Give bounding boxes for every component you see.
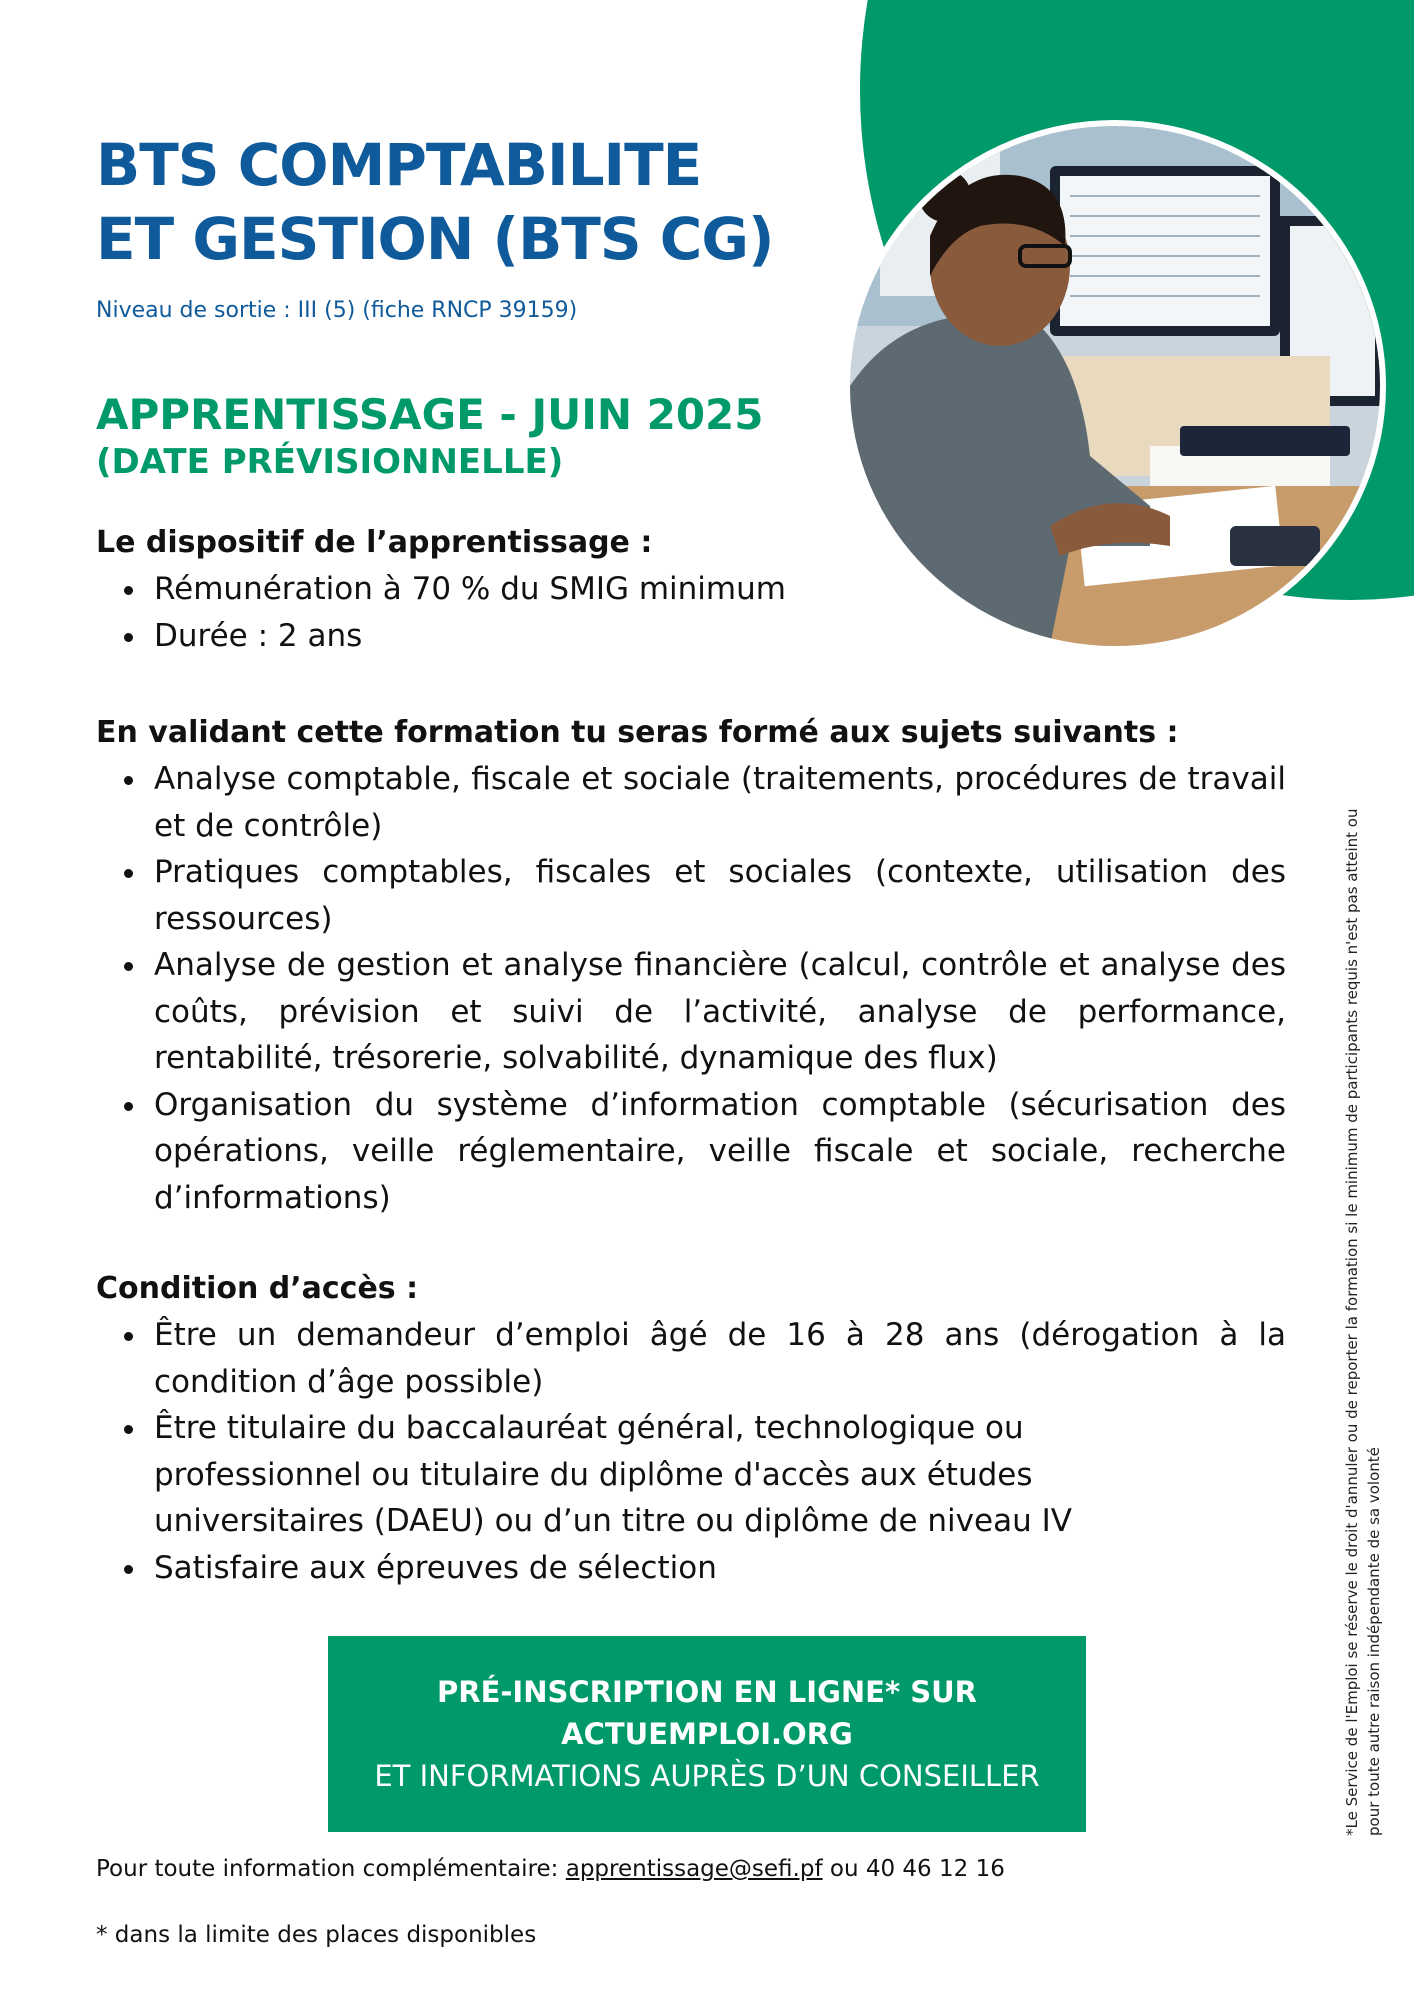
curriculum-list [96, 756, 1286, 1221]
places-footnote: * dans la limite des places disponibles [96, 1922, 537, 1948]
contact-info [96, 1856, 1005, 1882]
disclaimer-line-2: pour toute autre raison indépendante de sa volonté [1365, 1447, 1383, 1836]
side-disclaimer [1341, 636, 1385, 1836]
list-item: Être un demandeur d’emploi âgé de 16 à 28 ans (dérogation à la condition d’âge possible) [154, 1312, 1286, 1405]
apprenticeship-list [96, 566, 996, 659]
cta-line-1: PRÉ-INSCRIPTION EN LIGNE* SUR [437, 1675, 977, 1709]
cta-website[interactable]: ACTUEMPLOI.ORG [561, 1717, 853, 1751]
contact-email-link[interactable]: apprentissage@sefi.pf [565, 1856, 823, 1882]
curriculum-heading: En validant cette formation tu seras formé aux sujets suivants : [96, 715, 1179, 750]
mode-line-1: APPRENTISSAGE - JUIN 2025 [96, 390, 764, 439]
contact-phone: ou 40 46 12 16 [822, 1856, 1005, 1882]
disclaimer-line-1: *Le Service de l'Emploi se réserve le droit d'annuler ou de reporter la formation si le minimum de participants requis n'est pas atteint ou [1343, 808, 1361, 1836]
mode-line-2: (DATE PRÉVISIONNELLE) [96, 442, 564, 482]
access-section [96, 1266, 1286, 1591]
contact-prefix: Pour toute information complémentaire: [96, 1856, 566, 1882]
apprenticeship-heading: Le dispositif de l’apprentissage : [96, 525, 653, 560]
access-list [96, 1312, 1286, 1591]
pre-registration-banner[interactable] [328, 1636, 1086, 1832]
title-line-1: BTS COMPTABILITE [96, 131, 702, 199]
page-title [96, 128, 773, 276]
list-item: Durée : 2 ans [154, 613, 996, 660]
exit-level: Niveau de sortie : III (5) (fiche RNCP 39159) [96, 298, 578, 323]
title-line-2: ET GESTION (BTS CG) [96, 205, 774, 273]
apprenticeship-section [96, 520, 996, 659]
list-item: Satisfaire aux épreuves de sélection [154, 1545, 1286, 1592]
list-item: Analyse comptable, fiscale et sociale (traitements, procédures de travail et de contrôle) [154, 756, 1286, 849]
curriculum-section [96, 710, 1286, 1221]
cta-line-3: ET INFORMATIONS AUPRÈS D’UN CONSEILLER [374, 1759, 1040, 1793]
list-item: Organisation du système d’information comptable (sécurisation des opérations, veille réglementaire, veille fiscale et sociale, recherche d’informations) [154, 1082, 1286, 1222]
list-item: Rémunération à 70 % du SMIG minimum [154, 566, 996, 613]
list-item: Analyse de gestion et analyse financière (calcul, contrôle et analyse des coûts, prévision et suivi de l’activité, analyse de performance, rentabilité, trésorerie, solvabilité, dynamique des flux) [154, 942, 1286, 1082]
list-item: Pratiques comptables, fiscales et sociales (contexte, utilisation des ressources) [154, 849, 1286, 942]
list-item: Être titulaire du baccalauréat général, technologique ou professionnel ou titulaire du diplôme d'accès aux études universitaires (DAEU) ou d’un titre ou diplôme de niveau IV [154, 1405, 1286, 1545]
training-mode-heading [96, 390, 764, 484]
access-heading: Condition d’accès : [96, 1271, 419, 1306]
